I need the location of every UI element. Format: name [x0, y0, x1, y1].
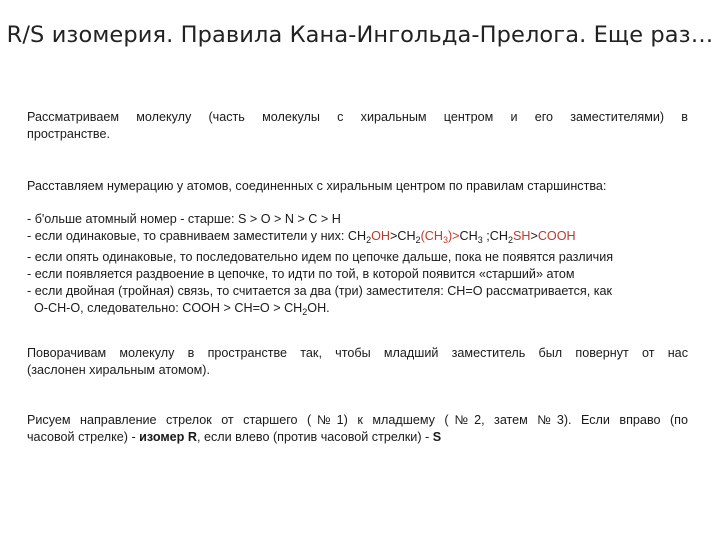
isomer-r-label: изомер R: [139, 430, 197, 444]
subscript: 3: [442, 235, 448, 245]
paragraph-numbering: [27, 178, 688, 195]
formula-part: CH: [347, 229, 367, 243]
paragraph-line: Рассматриваем молекулу (часть молекулы с хиральным центром и его заместителями) в: [27, 110, 688, 124]
formula-part-highlight: COOH: [537, 229, 576, 243]
priority-rules-list: [27, 211, 688, 321]
paragraph-line: Поворачивам молекулу в пространстве так, чтобы младший заместитель был повернут от нас: [27, 346, 688, 360]
rule-text: O-CH-O, следовательно: COOH > CH=O > CH: [27, 301, 303, 315]
subscript: 2: [302, 307, 308, 317]
isomer-s-label: S: [432, 430, 442, 444]
rule-item: [27, 228, 688, 249]
subscript: 2: [507, 235, 513, 245]
paragraph-arrow-direction: [27, 412, 688, 446]
text-part: , если влево (против часовой стрелки) -: [196, 430, 433, 444]
paragraph-line: (заслонен хиральным атомом).: [27, 363, 210, 377]
rule-item: - если появляется раздвоение в цепочке, то идти по той, в которой появится «старший» атом: [27, 267, 575, 281]
paragraph-consider-molecule: [27, 109, 688, 143]
rule-text: OH.: [307, 301, 330, 315]
paragraph-rotate-molecule: [27, 345, 688, 379]
formula-part-highlight: SH: [512, 229, 531, 243]
paragraph-line: Расставляем нумерацию у атомов, соединенных с хиральным центром по правилам старшинства:: [27, 179, 607, 193]
formula-part: ;CH: [482, 229, 508, 243]
subscript: 2: [415, 235, 421, 245]
paragraph-line: пространстве.: [27, 127, 110, 141]
formula-part: CH: [459, 229, 478, 243]
rule-item: [27, 300, 688, 321]
formula-part: >: [530, 229, 538, 243]
formula-part: >CH: [390, 229, 416, 243]
formula-part-highlight: (CH: [420, 229, 443, 243]
formula-part-highlight: OH: [371, 229, 390, 243]
paragraph-line: Рисуем направление стрелок от старшего (№1) к младшему (№2, затем №3). Если вправо (по: [27, 413, 688, 427]
paragraph-line: [27, 429, 688, 446]
subscript: 3: [477, 235, 483, 245]
rule-item: - если двойная (тройная) связь, то считается за два (три) заместителя: CH=O рассматривается, как: [27, 284, 613, 298]
rule-text: - если одинаковые, то сравниваем заместители у них:: [27, 229, 348, 243]
formula-part-highlight: )>: [447, 229, 460, 243]
slide-title: R/S изомерия. Правила Кана-Ингольда-Прелога. Еще раз…: [6, 22, 714, 48]
subscript: 2: [366, 235, 372, 245]
rule-item: - если опять одинаковые, то последовательно идем по цепочке дальше, пока не появятся различия: [27, 250, 614, 264]
text-part: часовой стрелке) -: [27, 430, 140, 444]
rule-item: - б'ольше атомный номер - старше: S > O > N > C > H: [27, 212, 341, 226]
